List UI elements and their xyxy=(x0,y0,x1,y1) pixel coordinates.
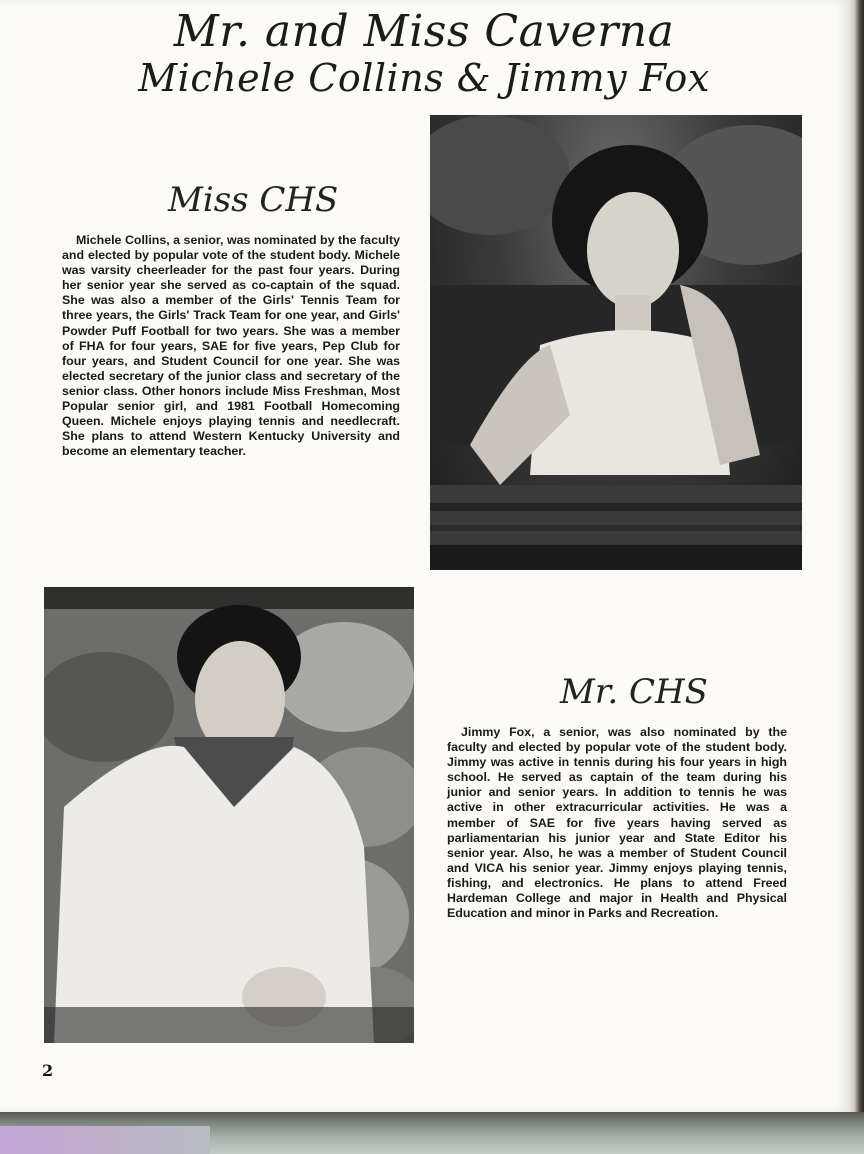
page-title: Mr. and Miss Caverna xyxy=(173,6,675,57)
miss-chs-paragraph: Michele Collins, a senior, was nominated by the faculty and elected by popular vote of the student body. Michele was varsity cheerleader for the past four years. During her senior year she served as co-captain of the squad. She was also a member of the Girls' Tennis Team for three years, the Girls' Track Team for one year, and Girls' Powder Puff Football for two years. She was a member of FHA for four years, SAE for five years, Pep Club for four years, and Student Council for one year. She was elected secretary of the junior class and secretary of the senior class. Other honors include Miss Freshman, Most Popular senior girl, and 1981 Football Homecoming Queen. Michele enjoys playing tennis and needlecraft. She plans to attend Western Kentucky University and become an elementary teacher. xyxy=(62,233,400,459)
jimmy-fox-photo xyxy=(44,587,414,1043)
page-edge-shadow xyxy=(848,0,864,1112)
michele-photo-illustration xyxy=(430,115,802,570)
jimmy-photo-illustration xyxy=(44,587,414,1043)
mr-chs-heading: Mr. CHS xyxy=(560,672,708,712)
scan-color-artifact xyxy=(0,1126,210,1154)
page-subtitle: Michele Collins & Jimmy Fox xyxy=(138,56,710,100)
michele-collins-photo xyxy=(430,115,802,570)
mr-chs-paragraph: Jimmy Fox, a senior, was also nominated by the faculty and elected by popular vote of the student body. Jimmy was active in tennis during his four years in high school. He served as captain of the team during his junior and senior years. In addition to tennis he was active in other extracurricular activities. He was a member of SAE for five years having served as parliamentarian his junior year and State Editor his senior year. Also, he was a member of Student Council and VICA his senior year. Jimmy enjoys playing tennis, fishing, and electronics. He plans to attend Freed Hardeman College and major in Health and Physical Education and minor in Parks and Recreation. xyxy=(447,725,787,921)
miss-chs-heading: Miss CHS xyxy=(168,180,339,220)
page-number: 2 xyxy=(42,1061,54,1080)
scan-bottom-strip xyxy=(0,1112,864,1154)
